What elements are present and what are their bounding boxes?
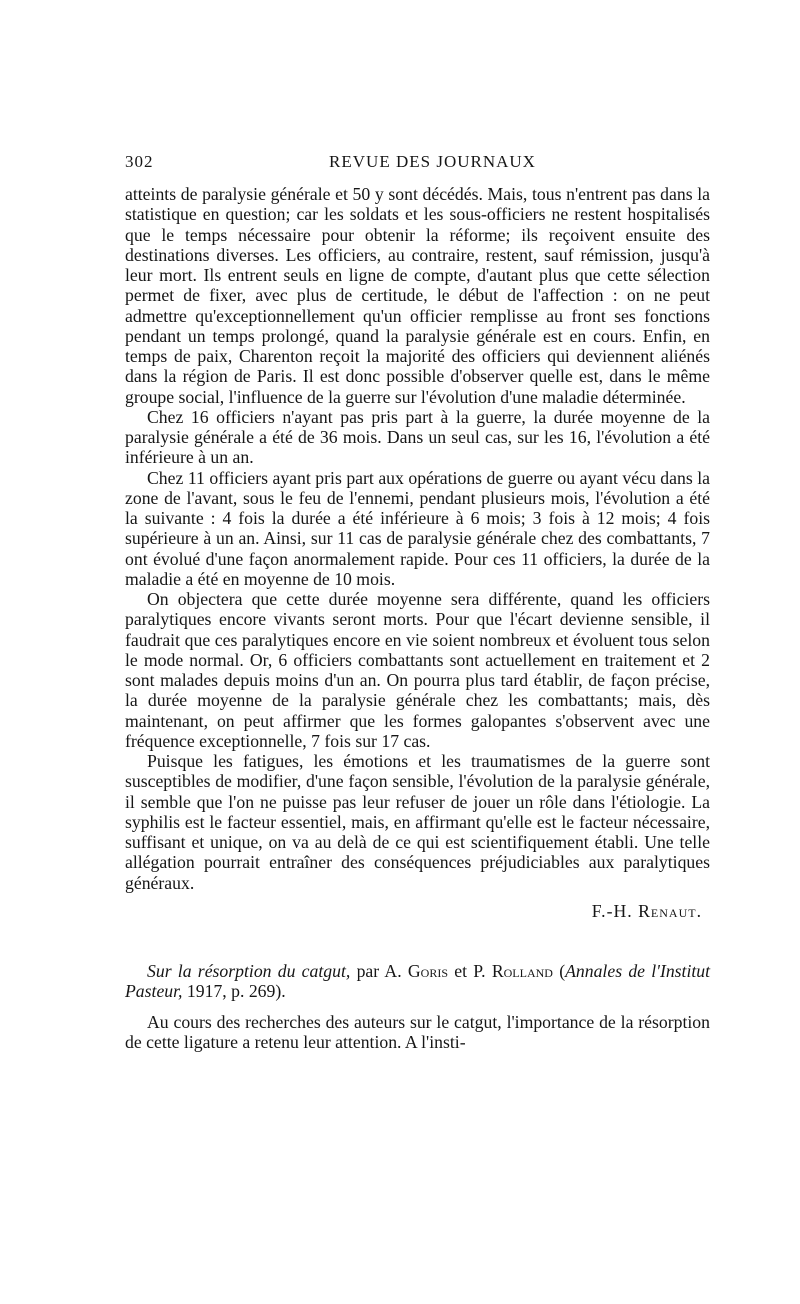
- paragraph-objection: On objectera que cette durée moyenne sera différente, quand les officiers paralytiques encore vivants seront morts. Pour que l'écart devienne sensible, il faudrait que ces paralytiques encore en vie soient nombreux et évoluent tous selon le mode normal. Or, 6 officiers combattants sont actuellement en traitement et 2 sont malades depuis moins d'un an. On pourra plus tard établir, de façon précise, la durée moyenne de la paralysie générale chez les combattants; mais, dès maintenant, on peut affirmer que les formes galopantes s'observent avec une fréquence exceptionnelle, 7 fois sur 17 cas.: [125, 589, 710, 751]
- author-signature: [125, 901, 710, 921]
- reference-author2-initial: P.: [473, 961, 486, 981]
- journal-title: REVUE DES JOURNAUX: [329, 152, 536, 171]
- article-body: [125, 184, 710, 1052]
- paragraph-non-combatants: Chez 16 officiers n'ayant pas pris part à la guerre, la durée moyenne de la paralysie générale a été de 36 mois. Dans un seul cas, sur les 16, l'évolution a été inférieure à un an.: [125, 406, 710, 468]
- reference-author1-initial: A.: [384, 961, 402, 981]
- signature-initials: F.-H.: [591, 900, 633, 921]
- paragraph-conclusion: Puisque les fatigues, les émotions et les traumatismes de la guerre sont susceptibles de modifier, d'une façon sensible, l'évolution de la paralysie générale, il semble que l'on ne puisse pas leur refuser de jouer un rôle dans l'étiologie. La syphilis est le facteur essentiel, mais, en affirmant qu'elle est le facteur nécessaire, suffisant et unique, on va au delà de ce qui est scientifiquement établi. Une telle allégation pourrait entraîner des conséquences préjudiciables aux paralytiques généraux.: [125, 751, 710, 893]
- paragraph-catgut: Au cours des recherches des auteurs sur le catgut, l'importance de la résorption de cette ligature a retenu leur attention. A l'insti-: [125, 1011, 710, 1052]
- reference-journal: Annales de l'Institut Pasteur,: [125, 961, 711, 1002]
- reference-author2-name: Rolland: [491, 961, 553, 981]
- signature-surname: Renaut.: [638, 900, 702, 921]
- reference-and: et: [454, 961, 468, 981]
- reference-details: 1917, p. 269).: [186, 981, 286, 1002]
- running-head: [125, 152, 710, 174]
- paragraph-combatants: Chez 11 officiers ayant pris part aux opérations de guerre ou ayant vécu dans la zone de l'avant, sous le feu de l'ennemi, pendant plusieurs mois, l'évolution a été la suivante : 4 fois la durée a été inférieure à 6 mois; 3 fois à 12 mois; 4 fois supérieure à un an. Ainsi, sur 11 cas de paralysie générale chez des combattants, 7 ont évolué d'une façon anormalement rapide. Pour ces 11 officiers, la durée de la maladie a été en moyenne de 10 mois.: [125, 467, 710, 589]
- reference-by: par: [356, 961, 380, 981]
- reference-author1-name: Goris: [407, 961, 448, 981]
- reference-open-paren: (: [559, 961, 566, 981]
- paragraph-continuation: atteints de paralysie générale et 50 y sont décédés. Mais, tous n'entrent pas dans la statistique en question; car les soldats et les sous-officiers ne restent hospitalisés que le temps nécessaire pour obtenir la réforme; ils reçoivent ensuite des destinations diverses. Les officiers, au contraire, restent, sauf rémission, jusqu'à leur mort. Ils entrent seuls en ligne de compte, d'autant plus que cette sélection permet de fixer, avec plus de certitude, le début de l'affection : on ne peut admettre qu'exceptionnellement qu'un officier remplisse au front ses fonctions pendant un temps prolongé, quand la paralysie générale est en cours. Enfin, en temps de paix, Charenton reçoit la majorité des officiers qui deviennent aliénés dans la région de Paris. Il est donc possible d'observer quelle est, dans le même groupe social, l'influence de la guerre sur l'évolution d'une maladie déterminée.: [125, 184, 710, 407]
- reference-title: Sur la résorption du catgut,: [147, 961, 351, 981]
- page-number: 302: [125, 152, 154, 171]
- article-reference: [125, 961, 710, 1002]
